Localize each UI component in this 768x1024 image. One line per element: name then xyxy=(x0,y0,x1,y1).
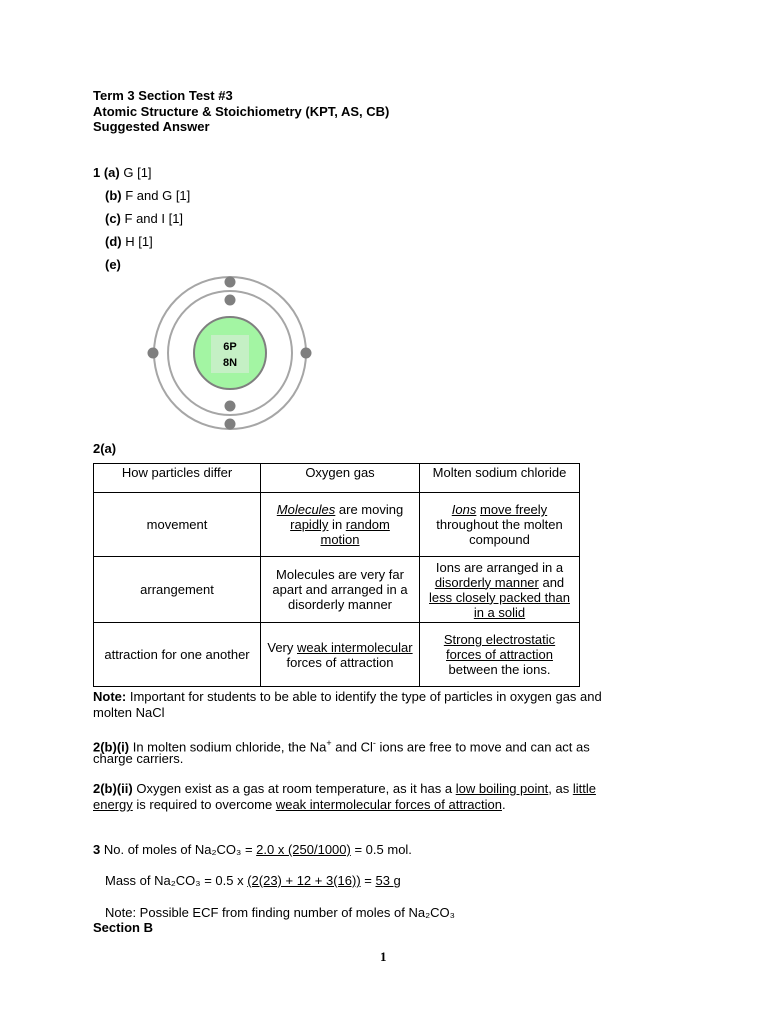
electron xyxy=(225,419,236,430)
q3-moles: 3 No. of moles of Na₂CO₃ = 2.0 x (250/1000) = 0.5 mol. xyxy=(93,842,412,857)
q2bii-answer-cont: energy is required to overcome weak intermolecular forces of attraction. xyxy=(93,797,506,812)
cell-movement-nacl: Ions move freely throughout the molten compound xyxy=(419,493,579,557)
table-row-attraction xyxy=(94,623,580,687)
cell-movement-label: movement xyxy=(94,493,261,557)
electron xyxy=(225,277,236,288)
q2a-label: 2(a) xyxy=(93,441,117,456)
cell-arrangement-label: arrangement xyxy=(94,557,261,623)
q3-mass: Mass of Na₂CO₃ = 0.5 x (2(23) + 12 + 3(16)) = 53 g xyxy=(105,873,401,888)
q1a: 1 (a) G [1] xyxy=(93,165,152,180)
electron xyxy=(225,295,236,306)
header-molten-sodium-chloride: Molten sodium chloride xyxy=(419,464,579,493)
header-oxygen-gas: Oxygen gas xyxy=(261,464,420,493)
q2bii-answer: 2(b)(ii) Oxygen exist as a gas at room temperature, as it has a low boiling point, as little xyxy=(93,781,596,796)
cell-arrangement-nacl: Ions are arranged in a disorderly manner and less closely packed than in a solid xyxy=(419,557,579,623)
electron xyxy=(148,348,159,359)
page-number: 1 xyxy=(380,949,387,964)
nucleus-protons: 6P xyxy=(223,341,237,353)
table-row-arrangement xyxy=(94,557,580,623)
cell-attraction-label: attraction for one another xyxy=(94,623,261,687)
electron xyxy=(301,348,312,359)
cell-arrangement-oxygen: Molecules are very far apart and arranged in a disorderly manner xyxy=(261,557,420,623)
q1b: (b) F and G [1] xyxy=(105,188,191,203)
test-title: Term 3 Section Test #3 xyxy=(93,88,233,103)
test-subtitle: Atomic Structure & Stoichiometry (KPT, AS, CB) xyxy=(93,104,390,119)
nucleus-neutrons: 8N xyxy=(222,357,238,369)
q2bi-answer: 2(b)(i) In molten sodium chloride, the Na+ and Cl- ions are free to move and can act as xyxy=(93,738,590,755)
cell-attraction-oxygen: Very weak intermolecular forces of attraction xyxy=(261,623,420,687)
particle-comparison-table xyxy=(93,463,580,687)
atom-diagram xyxy=(140,272,320,436)
suggested-answer-heading: Suggested Answer xyxy=(93,119,210,134)
electron xyxy=(225,401,236,412)
cell-attraction-nacl: Strong electrostatic forces of attraction between the ions. xyxy=(419,623,579,687)
q2bi-answer-cont: charge carriers. xyxy=(93,751,184,766)
cell-movement-oxygen: Molecules are moving rapidly in random motion xyxy=(261,493,420,557)
q1c: (c) F and I [1] xyxy=(105,211,184,226)
header-how-particles-differ: How particles differ xyxy=(94,464,261,493)
section-b-heading: Section B xyxy=(93,920,153,935)
q2a-note-cont: molten NaCl xyxy=(93,705,165,720)
q2a-note: Note: Important for students to be able to identify the type of particles in oxygen gas and xyxy=(93,689,602,704)
q3-note: Note: Possible ECF from finding number of moles of Na₂CO₃ xyxy=(105,905,455,920)
q1d: (d) H [1] xyxy=(105,234,153,249)
table-row-movement xyxy=(94,493,580,557)
q1e: (e) xyxy=(105,257,121,272)
table-header-row xyxy=(94,464,580,493)
